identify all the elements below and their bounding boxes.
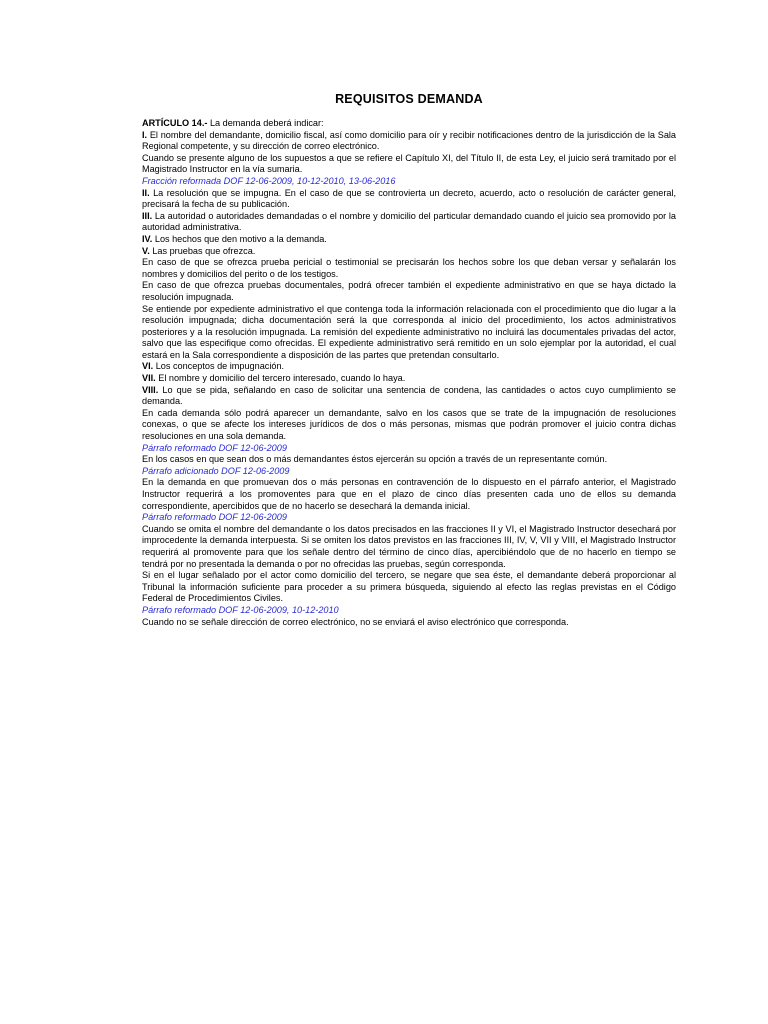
paragraph-text: Los conceptos de impugnación. <box>153 361 285 372</box>
paragraph <box>142 211 676 234</box>
paragraph-text: En caso de que se ofrezca prueba pericial o testimonial se precisarán los hechos sobre los que deban versar y señalarán los nombres y domicilios del perito o de los testigos. <box>142 257 676 279</box>
paragraph-text: En los casos en que sean dos o más demandantes éstos ejercerán su opción a través de un representante común. <box>142 454 608 465</box>
paragraph-text: En caso de que ofrezca pruebas documentales, podrá ofrecer también el expediente administrativo en que se haya dictado la resolución impugnada. <box>142 280 676 302</box>
paragraph <box>142 246 676 258</box>
paragraph-label: II. <box>142 187 150 198</box>
paragraph-text: Párrafo reformado DOF 12-06-2009 <box>142 442 287 453</box>
paragraph <box>142 280 676 303</box>
paragraph <box>142 454 676 466</box>
paragraph <box>142 304 676 362</box>
paragraph-text: Fracción reformada DOF 12-06-2009, 10-12-2010, 13-06-2016 <box>142 175 396 186</box>
paragraph <box>142 118 676 130</box>
paragraph-label: IV. <box>142 233 153 244</box>
reform-note <box>142 466 676 478</box>
paragraph-text: El nombre y domicilio del tercero interesado, cuando lo haya. <box>155 373 406 384</box>
paragraph-text: Párrafo reformado DOF 12-06-2009, 10-12-2010 <box>142 604 339 615</box>
paragraph-label: VI. <box>142 361 154 372</box>
paragraph-label: VII. <box>142 373 156 384</box>
paragraph <box>142 570 676 605</box>
paragraph <box>142 257 676 280</box>
paragraph <box>142 361 676 373</box>
paragraph-text: Si en el lugar señalado por el actor como domicilio del tercero, se negare que sea éste, el demandante deberá proporcionar al Tribunal la información suficiente para proceder a su primera búsqueda, siguiendo al efecto las reglas previstas en el Código Federal de Procedimientos Civiles. <box>142 570 676 604</box>
paragraph <box>142 373 676 385</box>
paragraph-label: V. <box>142 245 150 256</box>
reform-note <box>142 512 676 524</box>
paragraph-text: Cuando se omita el nombre del demandante o los datos precisados en las fracciones II y VI, el Magistrado Instructor desechará por improcedente la demanda interpuesta. Si se omiten los datos previstos en las fracciones III, IV, V, VII y VIII, el Magistrado Instructor requerirá al promovente para que los señale dentro del término de cinco días, apercibiéndolo que de no hacerlo en tiempo se tendrá por no presentada la demanda o por no ofrecidas las pruebas, según corresponda. <box>142 523 676 569</box>
paragraph-label: VIII. <box>142 384 159 395</box>
paragraph-text: Se entiende por expediente administrativo el que contenga toda la información relacionada con el procedimiento que dio lugar a la resolución impugnada; dicha documentación será la que corresponda al inicio del procedimiento, los actos administrativos posteriores y a la resolución impugnada. La remisión del expediente administrativo no incluirá las documentales privadas del actor, salvo que las especifique como ofrecidas. El expediente administrativo será remitido en un solo ejemplar por la autoridad, el cual estará en la Sala correspondiente a disposición de las partes que pretendan consultarlo. <box>142 303 676 360</box>
paragraph-label: I. <box>142 129 148 140</box>
paragraph-text: Los hechos que den motivo a la demanda. <box>152 233 327 244</box>
document-title: REQUISITOS DEMANDA <box>335 92 483 106</box>
paragraph <box>142 188 676 211</box>
paragraph <box>142 153 676 176</box>
paragraph-text: Lo que se pida, señalando en caso de solicitar una sentencia de condena, las cantidades o actos cuyo cumplimiento se demanda. <box>142 384 676 407</box>
paragraph-text: Cuando no se señale dirección de correo electrónico, no se enviará el aviso electrónico que corresponda. <box>142 616 569 627</box>
paragraph-text: En la demanda en que promuevan dos o más personas en contravención de lo dispuesto en el párrafo anterior, el Magistrado Instructor requerirá a los promoventes para que en el plazo de cinco días presenten cada uno de ellos su demanda correspondiente, apercibidos que de no hacerlo se desechará la demanda inicial. <box>142 477 676 511</box>
reform-note <box>142 176 676 188</box>
paragraph <box>142 385 676 408</box>
paragraph <box>142 617 676 629</box>
paragraph <box>142 130 676 153</box>
paragraph-text: La autoridad o autoridades demandadas o el nombre y domicilio del particular demandado cuando el juicio sea promovido por la autoridad administrativa. <box>142 210 676 233</box>
paragraph-label: III. <box>142 210 153 221</box>
paragraph <box>142 477 676 512</box>
paragraph <box>142 408 676 443</box>
paragraph-text: El nombre del demandante, domicilio fiscal, así como domicilio para oír y recibir notificaciones dentro de la jurisdicción de la Sala Regional competente, y su dirección de correo electrónico. <box>142 129 676 152</box>
paragraph <box>142 524 676 570</box>
paragraph-label: ARTÍCULO 14.- <box>142 118 208 128</box>
paragraph-text: La resolución que se impugna. En el caso de que se controvierta un decreto, acuerdo, acto o resolución de carácter general, precisará la fecha de su publicación. <box>142 187 676 210</box>
reform-note <box>142 443 676 455</box>
paragraph-text: Las pruebas que ofrezca. <box>149 245 256 256</box>
paragraph-text: Párrafo adicionado DOF 12-06-2009 <box>142 465 290 476</box>
document-page <box>142 92 676 628</box>
document-body <box>142 118 676 628</box>
paragraph <box>142 234 676 246</box>
paragraph-text: Párrafo reformado DOF 12-06-2009 <box>142 512 287 523</box>
paragraph-text: La demanda deberá indicar: <box>207 118 324 128</box>
paragraph-text: En cada demanda sólo podrá aparecer un demandante, salvo en los casos que se trate de la impugnación de resoluciones conexas, o que se afecte los intereses jurídicos de dos o más personas, mismas que podrán promover el juicio contra dichas resoluciones en una sola demanda. <box>142 407 676 442</box>
reform-note <box>142 605 676 617</box>
paragraph-text: Cuando se presente alguno de los supuestos a que se refiere el Capítulo XI, del Título II, de esta Ley, el juicio será tramitado por el Magistrado Instructor en la vía sumaria. <box>142 152 676 175</box>
